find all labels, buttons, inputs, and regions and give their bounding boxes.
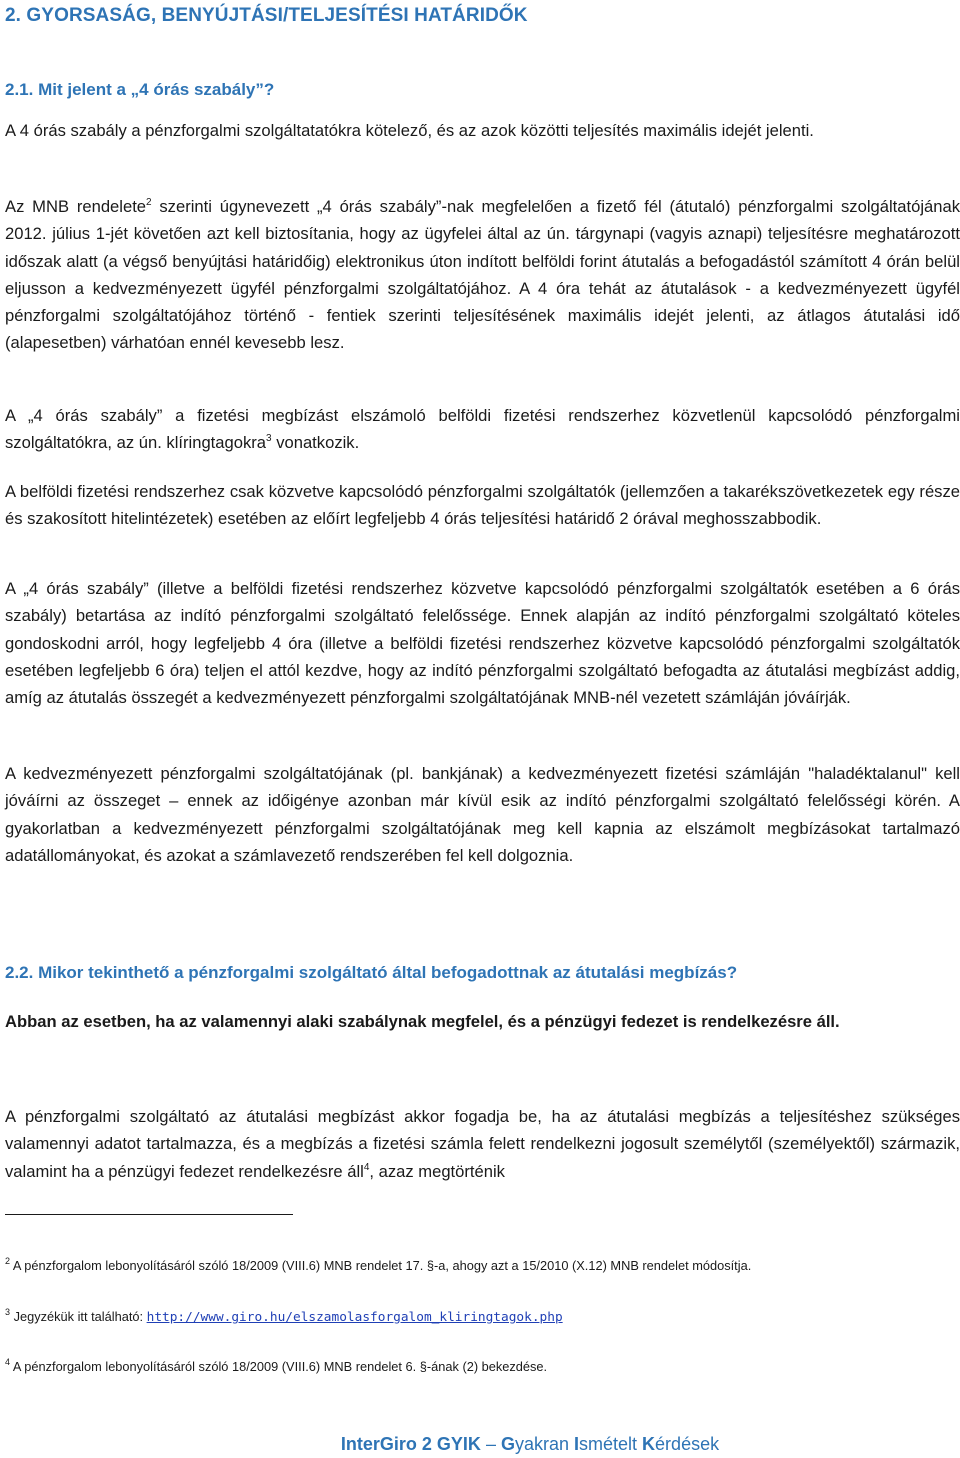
section-title-2-2: 2.2. Mikor tekinthető a pénzforgalmi szolgáltató által befogadottnak az átutalási megbízás? (5, 963, 738, 982)
footnote (5, 1258, 751, 1274)
chapter-heading: 2. GYORSASÁG, BENYÚJTÁSI/TELJESÍTÉSI HATÁRIDŐK (5, 5, 528, 26)
footnote-number: 2 (5, 1256, 11, 1266)
paragraph-text: Az MNB rendelete (5, 197, 147, 216)
paragraph-text: A pénzforgalmi szolgáltató az átutalási megbízást akkor fogadja be, ha az átutalási megbízás a teljesítéshez szükséges valamennyi adatot tartalmazza, és a megbízás a fizetési számla felett rendelkezni jogosult személytől (személyektől) származik, valamint ha a pénzügyi fedezet rendelkezésre áll (5, 1107, 960, 1181)
footnote-ref[interactable]: 3 (266, 433, 272, 445)
footer-initial: I (574, 1434, 580, 1454)
footer-text: smételt (579, 1434, 643, 1454)
footer-text: yakran (514, 1434, 574, 1454)
footer-initial: G (500, 1434, 515, 1454)
footer-initial: K (642, 1434, 656, 1454)
footnote-text: A pénzforgalom lebonyolításáról szóló 18/2009 (VIII.6) MNB rendelet 17. §-a, ahogy azt a 15/2010 (X.12) MNB rendelet módosítja. (12, 1258, 752, 1273)
paragraph: A „4 órás szabály” (illetve a belföldi fizetési rendszerhez közvetve kapcsolódó pénzforgalmi szolgáltatók esetében a 6 órás szabály) betartása az indító pénzforgalmi szolgáltató felelőssége. Ennek alapján az indító pénzforgalmi szolgáltató köteles gondoskodni arról, hogy legfeljebb 4 óra (illetve a belföldi fizetési rendszerhez közvetve kapcsolódó pénzforgalmi szolgáltatók esetében legfeljebb 6 óra) teljen el attól kezdve, hogy az indító pénzforgalmi szolgáltató befogadta az átutalási megbízást addig, amíg az átutalás összegét a kedvezményezett pénzforgalmi szolgáltatójának MNB-nél vezetett számláján jóváírják. (5, 579, 960, 708)
paragraph (5, 193, 960, 357)
section-title-2-1: 2.1. Mit jelent a „4 órás szabály”? (5, 80, 275, 99)
paragraph-text: , azaz megtörténik (369, 1161, 505, 1181)
footnote (5, 1309, 563, 1326)
footnote-text: Jegyzékük itt található: (13, 1309, 147, 1324)
paragraph: A 4 órás szabály a pénzforgalmi szolgáltatatókra kötelező, és az azok közötti teljesítés maximális idejét jelenti. (5, 121, 814, 140)
footnote (5, 1359, 547, 1375)
paragraph: A kedvezményezett pénzforgalmi szolgáltatójának (pl. bankjának) a kedvezményezett fizetési számláján "haladéktalanul" kell jóváírni az összeget – ennek az időigénye azonban már kívül esik az indító pénzforgalmi szolgáltató felelősségi körén. A gyakorlatban a kedvezményezett pénzforgalmi szolgáltatójának meg kell kapnia az elszámolt megbízásokat tartalmazó adatállományokat, és azokat a számlavezető rendszerében fel kell dolgoznia. (5, 764, 960, 865)
footnote-ref[interactable]: 4 (363, 1161, 370, 1173)
footnote-text: A pénzforgalom lebonyolításáról szóló 18/2009 (VIII.6) MNB rendelet 6. §-ának (2) bekezdése. (12, 1359, 548, 1374)
paragraph-text: vonatkozik. (271, 433, 360, 453)
footnote-link[interactable]: http://www.giro.hu/elszamolasforgalom_kliringtagok.php (146, 1310, 563, 1325)
paragraph-text: szerinti úgynevezett „4 órás szabály”-nak megfelelően a fizető fél (átutaló) pénzforgalmi szolgáltatójának 2012. július 1-jét követően azt kell biztosítania, hogy az ügyfelei által az ún. tárgynapi (vagyis aznapi) teljesítésre meghatározott időszak alatt (a végső benyújtási határidőig) elektronikus úton indított belföldi forint átutalás a befogadástól számított 4 órán belül eljusson a kedvezményezett ügyfél pénzforgalmi szolgáltatójához. A 4 óra tehát az átutalások - a kedvezményezett ügyfél pénzforgalmi szolgáltatójához történő - fentiek szerinti teljesítésének maximális idejét jelenti, az átlagos átutalási idő (alapesetben) várhatóan ennél kevesebb lesz. (5, 197, 960, 353)
paragraph (5, 402, 960, 457)
footer-separator: – (480, 1434, 501, 1454)
paragraph-text: A „4 órás szabály” a fizetési megbízást elszámoló belföldi fizetési rendszerhez közvetlenül kapcsolódó pénzforgalmi szolgáltatókra, az ún. klíringtagokra (5, 406, 960, 453)
footnote-number: 4 (5, 1357, 11, 1367)
footer-text: érdések (655, 1434, 720, 1454)
page-footer (0, 1434, 960, 1455)
footnote-ref[interactable]: 2 (146, 197, 152, 208)
footer-brand: InterGiro 2 GYIK (340, 1434, 481, 1454)
paragraph: A belföldi fizetési rendszerhez csak közvetve kapcsolódó pénzforgalmi szolgáltatók (jellemzően a takarékszövetkezetek egy része és szakosított hitelintézetek) esetében az előírt legfeljebb 4 órás teljesítési határidő 2 órával meghosszabbodik. (5, 482, 960, 529)
footnote-number: 3 (5, 1307, 11, 1317)
paragraph (5, 1103, 960, 1185)
answer-paragraph: Abban az esetben, ha az valamennyi alaki szabálynak megfelel, és a pénzügyi fedezet is rendelkezésre áll. (5, 1012, 840, 1031)
footnote-separator (5, 1214, 293, 1215)
